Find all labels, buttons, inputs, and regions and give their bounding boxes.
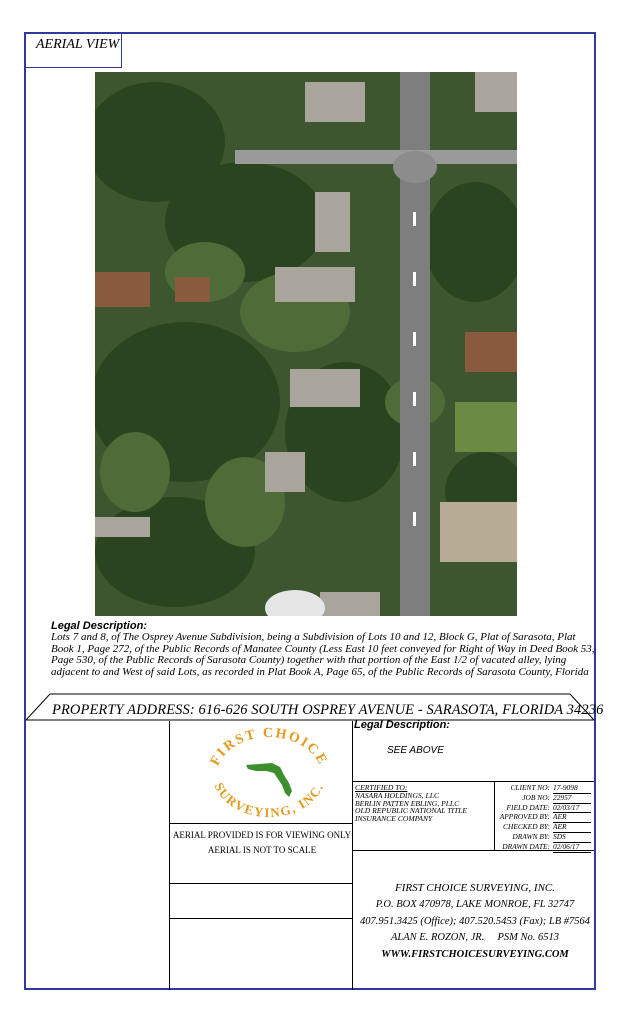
svg-text:SURVEYING, INC.	[211, 780, 326, 819]
title-legal-heading: Legal Description:	[354, 719, 450, 731]
job-info-value: AER	[553, 813, 591, 823]
job-info-key: DRAWN BY:	[512, 831, 550, 841]
svg-text:FIRST CHOICE	[208, 727, 330, 768]
company-info	[352, 880, 598, 964]
logo-text-top: FIRST CHOICE	[207, 727, 331, 769]
legal-description	[51, 621, 596, 678]
grid-line	[169, 883, 352, 884]
company-name: FIRST CHOICE SURVEYING, INC.	[394, 882, 555, 894]
company-website: WWW.FIRSTCHOICESURVEYING.COM	[381, 949, 569, 961]
job-info	[484, 784, 594, 853]
aerial-notice-line1: AERIAL PROVIDED IS FOR VIEWING ONLY	[172, 830, 352, 840]
job-info-key: CHECKED BY:	[503, 822, 550, 832]
aerial-notice	[171, 828, 353, 858]
job-info-key: CLIENT NO:	[510, 783, 550, 792]
aerial-notice-line2: AERIAL IS NOT TO SCALE	[207, 845, 317, 855]
company-logo	[194, 727, 344, 819]
job-info-key: APPROVED BY:	[499, 812, 550, 822]
job-info-value: 22957	[553, 794, 591, 804]
job-info-key: FIELD DATE:	[506, 802, 550, 812]
job-info-value: SDS	[553, 833, 591, 843]
certified-to	[355, 784, 467, 823]
logo-text-bottom: SURVEYING, INC.	[211, 779, 327, 819]
grid-line	[169, 918, 352, 919]
job-info-row	[484, 843, 594, 853]
job-info-value: 02/03/17	[553, 804, 591, 814]
certified-line: OLD REPUBLIC NATIONAL TITLE	[355, 806, 468, 816]
florida-icon	[246, 763, 292, 797]
job-info-value: 02/06/17	[553, 843, 591, 853]
job-info-key: JOB NO:	[522, 792, 550, 802]
property-address: PROPERTY ADDRESS: 616-626 SOUTH OSPREY AVENUE - SARASOTA, FLORIDA 34236	[52, 702, 604, 718]
job-info-value: 17-9098	[553, 784, 591, 794]
job-info-value: AER	[553, 823, 591, 833]
job-info-key: DRAWN DATE:	[502, 841, 550, 851]
legal-description-text: Lots 7 and 8, of The Osprey Avenue Subdivision, being a Subdivision of Lots 10 and 12, Block G, Plat of Sarasota, Plat Book 1, Page 272, of the Public Records of Manatee County (Less East 10 feet conveyed for Right of Way in Deed Book 53, Page 530, of the Public Records of Sarasota County) together with that portion of the East 1/2 of vacated alley, lying adjacent to and West of said Lots, as recorded in Plat Book A, Page 65, of the Public Records of Sarasota County, Florida	[51, 631, 595, 678]
grid-line	[169, 823, 352, 824]
certified-line: BERLIN PATTEN EBLING, PLLC	[355, 798, 460, 808]
company-surveyor: ALAN E. ROZON, JR. PSM No. 6513	[391, 932, 559, 944]
title-legal-note: SEE ABOVE	[387, 745, 444, 756]
view-title: AERIAL VIEW	[26, 34, 122, 68]
certified-line: NASARA HOLDINGS, LLC	[355, 790, 440, 800]
grid-line	[352, 781, 594, 782]
certified-heading: CERTIFIED TO:	[355, 783, 408, 792]
company-address: P.O. BOX 470978, LAKE MONROE, FL 32747	[375, 898, 575, 910]
company-phones: 407.951.3425 (Office); 407.520.5453 (Fax); LB #7564	[359, 915, 591, 927]
certified-line: INSURANCE COMPANY	[355, 814, 433, 824]
aerial-photo	[95, 72, 517, 616]
survey-sheet	[24, 32, 604, 990]
aerial-image	[95, 72, 517, 616]
grid-line	[169, 721, 170, 990]
legal-description-heading: Legal Description:	[51, 620, 147, 632]
